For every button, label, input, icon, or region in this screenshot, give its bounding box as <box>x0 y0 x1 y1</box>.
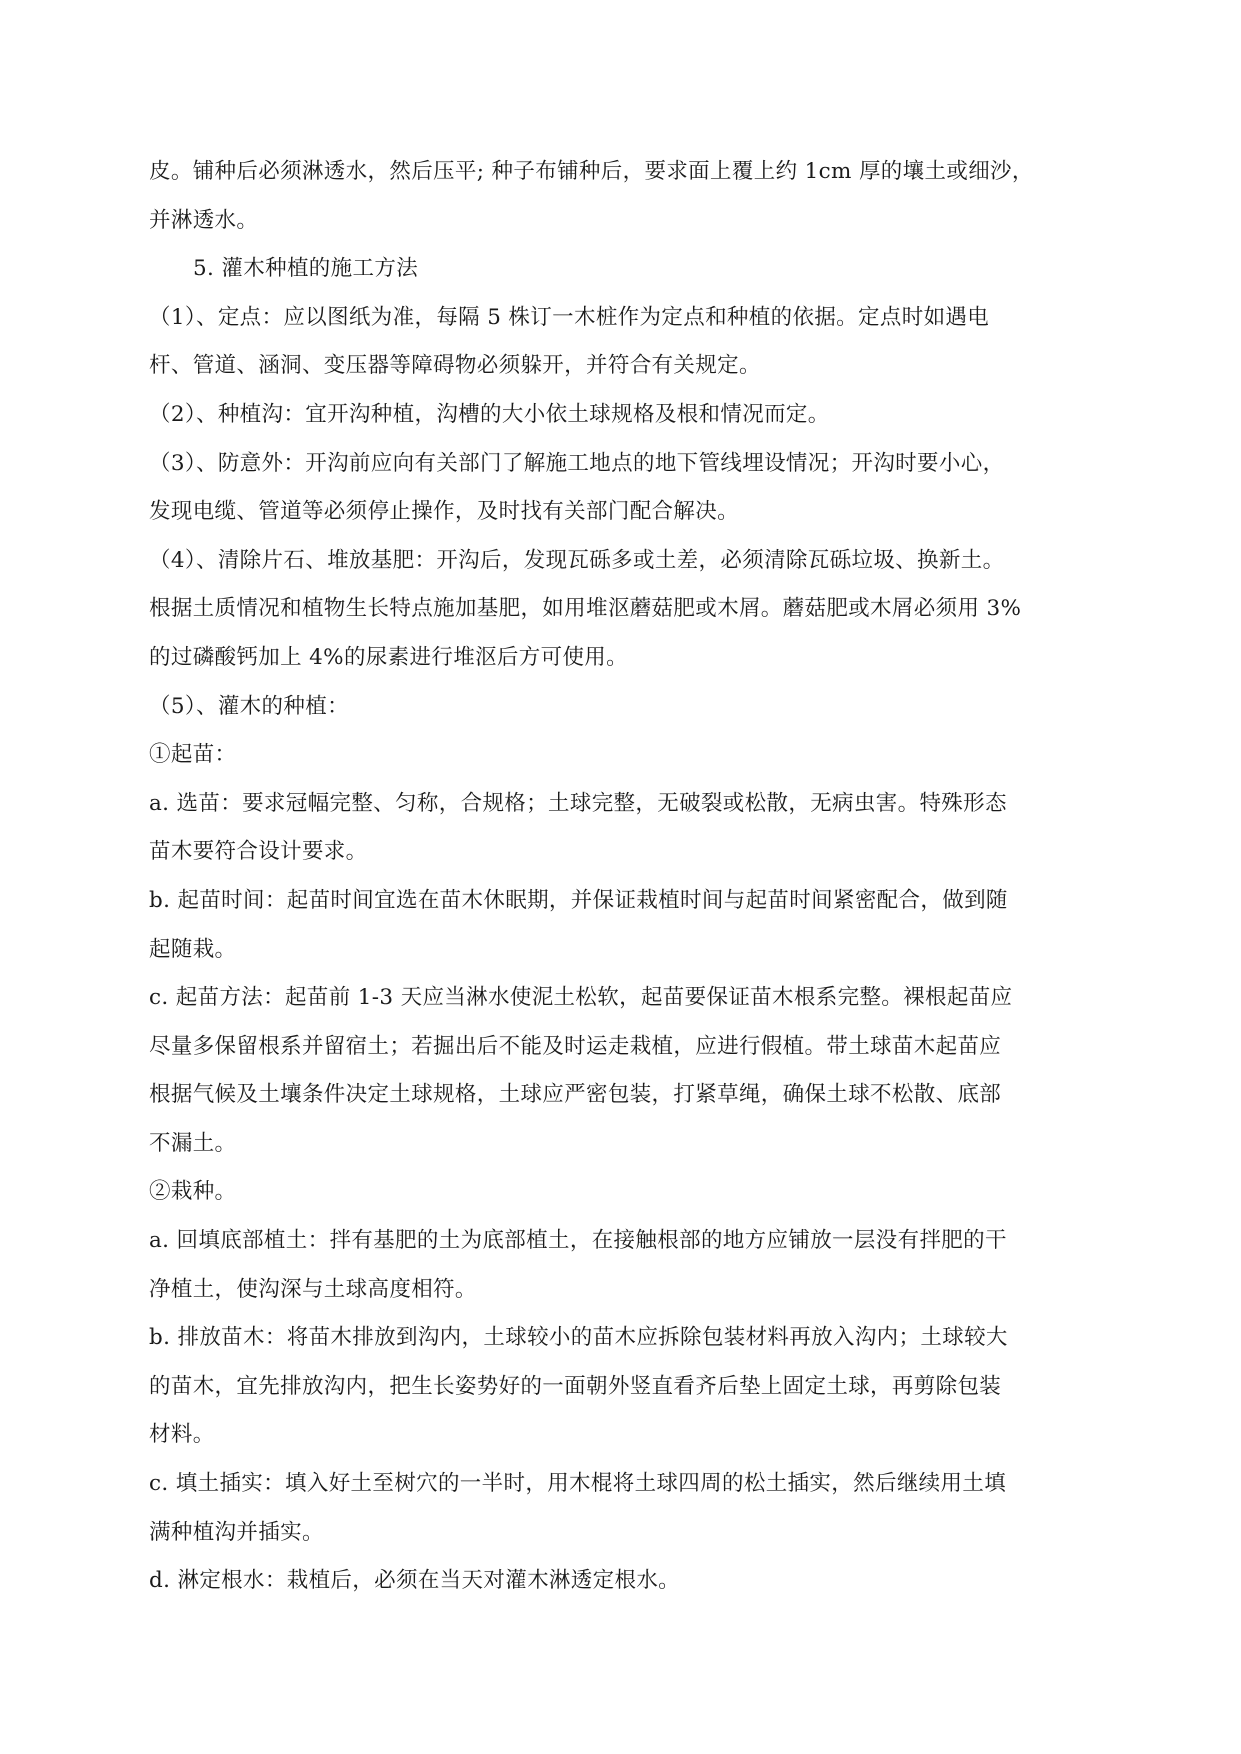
text-line: d. 淋定根水：栽植后，必须在当天对灌木淋透定根水。 <box>149 1568 681 1594</box>
text-line: b. 排放苗木：将苗木排放到沟内，土球较小的苗木应拆除包装材料再放入沟内；土球较大 <box>149 1325 1008 1351</box>
text-line: a. 回填底部植土：拌有基肥的土为底部植土，在接触根部的地方应铺放一层没有拌肥的干 <box>149 1228 1007 1254</box>
text-line: 的苗木，宜先排放沟内，把生长姿势好的一面朝外竖直看齐后垫上固定土球，再剪除包装 <box>149 1373 1002 1399</box>
text-line: 的过磷酸钙加上 4%的尿素进行堆沤后方可使用。 <box>149 644 628 670</box>
text-line: 净植土，使沟深与土球高度相符。 <box>149 1276 477 1302</box>
text-line: c. 填土插实：填入好土至树穴的一半时，用木棍将土球四周的松土插实，然后继续用土填 <box>149 1471 1007 1497</box>
section-heading: 5. 灌木种植的施工方法 <box>193 256 419 282</box>
text-line: ②栽种。 <box>149 1179 237 1205</box>
text-line: b. 起苗时间：起苗时间宜选在苗木休眠期，并保证栽植时间与起苗时间紧密配合，做到随 <box>149 887 1008 913</box>
text-line: 发现电缆、管道等必须停止操作，及时找有关部门配合解决。 <box>149 499 739 525</box>
text-line: （2）、种植沟：宜开沟种植，沟槽的大小依土球规格及根和情况而定。 <box>149 401 830 427</box>
text-line: （5）、灌木的种植： <box>149 693 349 719</box>
text-line: 根据土质情况和植物生长特点施加基肥，如用堆沤蘑菇肥或木屑。蘑菇肥或木屑必须用 3% <box>149 596 1022 622</box>
text-line: 满种植沟并插实。 <box>149 1519 324 1545</box>
text-line: 根据气候及土壤条件决定土球规格，土球应严密包装，打紧草绳，确保土球不松散、底部 <box>149 1082 1002 1108</box>
text-line: 并淋透水。 <box>149 207 259 233</box>
text-line: a. 选苗：要求冠幅完整、匀称，合规格；土球完整，无破裂或松散，无病虫害。特殊形态 <box>149 790 1007 816</box>
text-line: 材料。 <box>149 1422 215 1448</box>
text-line: 皮。铺种后必须淋透水，然后压平; 种子布铺种后，要求面上覆上约 1cm 厚的壤土或细沙， <box>149 159 1034 184</box>
text-line: 杆、管道、涵洞、变压器等障碍物必须躲开，并符合有关规定。 <box>149 353 761 379</box>
text-line: 不漏土。 <box>149 1130 237 1156</box>
text-line: 起随栽。 <box>149 936 237 962</box>
text-line: 苗木要符合设计要求。 <box>149 839 368 865</box>
text-line: （3）、防意外：开沟前应向有关部门了解施工地点的地下管线埋设情况；开沟时要小心， <box>149 450 1005 476</box>
text-line: c. 起苗方法：起苗前 1-3 天应当淋水使泥土松软，起苗要保证苗木根系完整。裸根起苗应 <box>149 985 1013 1011</box>
text-line: （4）、清除片石、堆放基肥：开沟后，发现瓦砾多或土差，必须清除瓦砾垃圾、换新土。 <box>149 547 1005 573</box>
text-line: 尽量多保留根系并留宿土；若掘出后不能及时运走栽植，应进行假植。带土球苗木起苗应 <box>149 1033 1002 1059</box>
text-line: ①起苗： <box>149 742 237 768</box>
body-text <box>149 148 1119 1606</box>
text-line: （1）、定点：应以图纸为准，每隔 5 株订一木桩作为定点和种植的依据。定点时如遇电 <box>149 304 990 330</box>
